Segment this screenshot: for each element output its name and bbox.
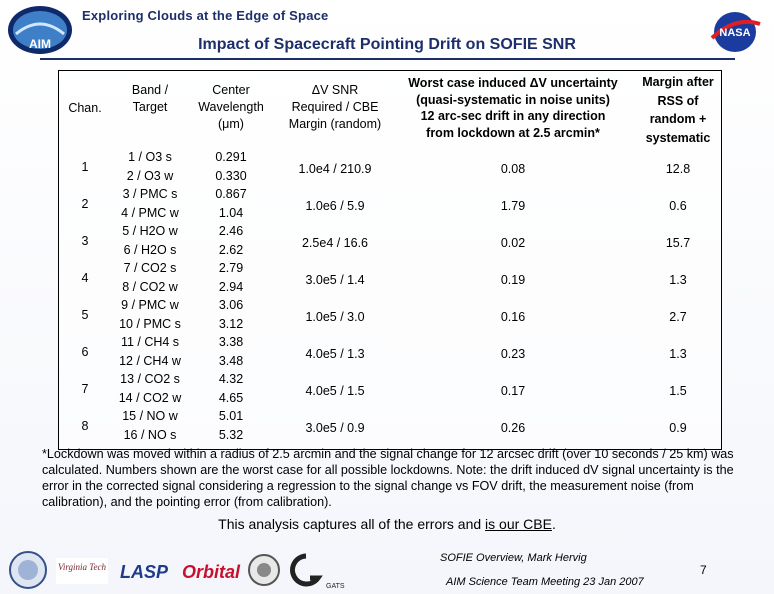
table-cell-snr: 4.0e5 / 1.5 bbox=[305, 384, 365, 398]
table-cell-band: 5 / H2O w bbox=[122, 224, 178, 238]
svg-text:GATS: GATS bbox=[326, 583, 345, 590]
table-cell-wavelength: 0.867 bbox=[215, 187, 247, 201]
table-cell-margin: 1.5 bbox=[669, 384, 687, 398]
table-cell-margin: 15.7 bbox=[665, 236, 691, 250]
table-cell-band: 9 / PMC w bbox=[121, 298, 179, 312]
svg-text:LASP: LASP bbox=[120, 562, 169, 582]
header-band: Band / Target bbox=[131, 83, 169, 114]
table-cell-snr: 1.0e4 / 210.9 bbox=[298, 162, 372, 176]
table-cell-wavelength: 3.12 bbox=[218, 316, 244, 331]
orbital-logo bbox=[182, 562, 241, 582]
table-cell-band: 2 / O3 w bbox=[126, 168, 174, 183]
hampton-university-seal bbox=[10, 552, 46, 588]
table-cell-band: 6 / H2O s bbox=[123, 242, 177, 257]
table-cell-uncertainty: 0.23 bbox=[500, 347, 526, 361]
svg-text:Virginia Tech: Virginia Tech bbox=[58, 562, 106, 572]
table-cell-chan: 3 bbox=[81, 234, 89, 248]
table-cell-wavelength: 4.32 bbox=[218, 372, 244, 386]
table-cell-wavelength: 2.79 bbox=[218, 261, 244, 275]
table-cell-wavelength: 4.65 bbox=[218, 390, 244, 405]
table-cell-margin: 2.7 bbox=[669, 310, 687, 324]
table-cell-chan: 7 bbox=[81, 382, 89, 396]
nasa-logo-text: NASA bbox=[719, 27, 751, 39]
table-cell-snr: 2.5e4 / 16.6 bbox=[301, 236, 369, 250]
page-number: 7 bbox=[700, 563, 707, 577]
header-worst-case: Worst case induced ΔV uncertainty (quasi-systematic in noise units) 12 arc-sec drift in any direction from lockdown at 2.5 arcmin* bbox=[408, 76, 618, 140]
table-cell-margin: 1.3 bbox=[669, 347, 687, 361]
table-cell-uncertainty: 0.16 bbox=[500, 310, 526, 324]
table-cell-wavelength: 0.330 bbox=[215, 168, 247, 183]
table-cell-band: 14 / CO2 w bbox=[118, 390, 182, 405]
table-cell-uncertainty: 0.26 bbox=[500, 421, 526, 435]
table-cell-uncertainty: 0.19 bbox=[500, 273, 526, 287]
table-cell-margin: 0.6 bbox=[669, 199, 687, 213]
table-cell-band: 8 / CO2 w bbox=[122, 279, 178, 294]
table-cell-band: 11 / CH4 s bbox=[120, 335, 180, 349]
table-cell-snr: 3.0e5 / 0.9 bbox=[305, 421, 365, 435]
sponsor-seal-icon bbox=[249, 555, 279, 585]
table-cell-wavelength: 3.48 bbox=[218, 353, 244, 368]
header-chan: Chan. bbox=[68, 101, 102, 115]
table-cell-wavelength: 5.01 bbox=[218, 409, 244, 423]
table-cell-chan: 2 bbox=[81, 197, 89, 211]
title-divider bbox=[40, 58, 735, 60]
table-cell-wavelength: 2.46 bbox=[218, 224, 244, 238]
table-cell-margin: 12.8 bbox=[665, 162, 691, 176]
slide-title: Impact of Spacecraft Pointing Drift on SOFIE SNR bbox=[198, 36, 576, 53]
table-cell-snr: 1.0e5 / 3.0 bbox=[305, 310, 365, 324]
table-cell-uncertainty: 1.79 bbox=[500, 199, 526, 213]
table-cell-band: 4 / PMC w bbox=[121, 205, 179, 220]
table-cell-chan: 1 bbox=[81, 160, 89, 174]
svg-text:Orbital: Orbital bbox=[182, 562, 241, 582]
footer-credit-author: SOFIE Overview, Mark Hervig bbox=[440, 552, 587, 564]
table-cell-snr: 4.0e5 / 1.3 bbox=[305, 347, 365, 361]
virginia-tech-logo bbox=[56, 558, 108, 584]
table-cell-wavelength: 2.62 bbox=[218, 242, 244, 257]
table-cell-uncertainty: 0.08 bbox=[500, 162, 526, 176]
table-cell-chan: 6 bbox=[81, 345, 89, 359]
table-cell-chan: 4 bbox=[81, 271, 89, 285]
table-cell-band: 13 / CO2 s bbox=[120, 372, 180, 386]
table-cell-band: 1 / O3 s bbox=[128, 150, 172, 164]
header-margin: Margin after RSS of random + systematic bbox=[642, 75, 714, 145]
aim-logo-text: AIM bbox=[29, 37, 51, 51]
table-cell-band: 15 / NO w bbox=[122, 409, 178, 423]
table-cell-wavelength: 5.32 bbox=[218, 427, 244, 442]
table-cell-margin: 1.3 bbox=[669, 273, 687, 287]
table-cell-band: 12 / CH4 w bbox=[119, 353, 181, 368]
table-cell-band: 16 / NO s bbox=[123, 427, 177, 442]
banner-text: Exploring Clouds at the Edge of Space bbox=[82, 8, 329, 23]
table-cell-band: 7 / CO2 s bbox=[123, 261, 177, 275]
table-cell-uncertainty: 0.17 bbox=[500, 384, 526, 398]
table-cell-uncertainty: 0.02 bbox=[500, 236, 526, 250]
gats-logo bbox=[293, 556, 345, 590]
table-cell-snr: 1.0e6 / 5.9 bbox=[305, 199, 365, 213]
sponsor-logos bbox=[6, 548, 366, 592]
header-center-wavelength: Center Wavelength (μm) bbox=[198, 83, 264, 131]
table-cell-snr: 3.0e5 / 1.4 bbox=[305, 273, 365, 287]
table-cell-band: 10 / PMC s bbox=[119, 316, 181, 331]
table-cell-wavelength: 2.94 bbox=[218, 279, 244, 294]
table-cell-band: 3 / PMC s bbox=[122, 187, 178, 201]
header-snr: ΔV SNR Required / CBE Margin (random) bbox=[288, 83, 382, 131]
footnote: *Lockdown was moved within a radius of 2.5 arcmin and the signal change for 12 arcsec drift (over 10 seconds / 25 km) was calculated. Numbers shown are the worst case for all possible lockdowns. Note: the drift induced dV signal uncertainty is the error in the corrected signal considering a regression to the signal change vs FOV drift, the measurement noise (from calibration), and the pointing error (from calibration). bbox=[42, 447, 734, 509]
table-cell-wavelength: 3.38 bbox=[218, 335, 244, 349]
table-cell-chan: 8 bbox=[81, 419, 89, 433]
table-cell-wavelength: 1.04 bbox=[218, 205, 244, 220]
table-cell-chan: 5 bbox=[81, 308, 89, 322]
table-cell-wavelength: 3.06 bbox=[218, 298, 244, 312]
summary-statement: This analysis captures all of the errors and is our CBE. bbox=[218, 516, 556, 532]
lasp-logo bbox=[120, 562, 169, 582]
table-cell-margin: 0.9 bbox=[669, 421, 687, 435]
table-cell-wavelength: 0.291 bbox=[215, 150, 247, 164]
footer-credit-meeting: AIM Science Team Meeting 23 Jan 2007 bbox=[446, 576, 644, 588]
